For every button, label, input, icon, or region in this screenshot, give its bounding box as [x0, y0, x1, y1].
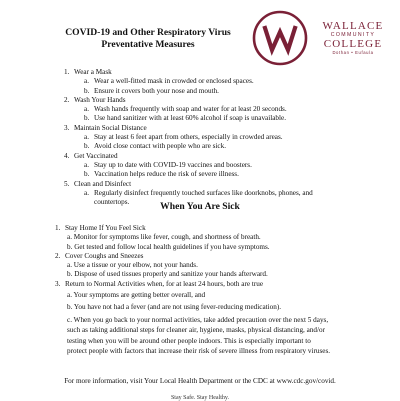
- list-item: 3. Return to Normal Activities when, for at least 24 hours, both are true: [55, 279, 264, 288]
- list-item: 5. Clean and Disinfect: [64, 179, 132, 188]
- list-item: 2. Wash Your Hands: [64, 95, 126, 104]
- list-subitem: b. Use hand sanitizer with at least 60% alcohol if soap is unavailable.: [84, 114, 287, 123]
- list-subitem: b. Dispose of used tissues properly and sanitize your hands afterward.: [67, 270, 268, 279]
- list-item: 2. Cover Coughs and Sneezes: [55, 251, 144, 260]
- list-subitem: a. Regularly disinfect frequently touched surfaces like doorknobs, phones, and countertops.: [84, 188, 313, 207]
- page-title: [46, 27, 250, 51]
- sick-heading: When You Are Sick: [160, 201, 240, 212]
- list-subitem: c. When you go back to your normal activities, take added precaution over the next 5 days, such as taking additional steps for cleaner air, hygiene, masks, physical distancing, and/or testing when you will be around other people indoors. This is especially important to protect people with factors that increase their risk of severe illness from respiratory viruses.: [67, 315, 331, 356]
- list-subitem: a. Wash hands frequently with soap and water for at least 20 seconds.: [84, 105, 287, 114]
- college-logo: [252, 10, 400, 66]
- list-subitem: a. Stay up to date with COVID-19 vaccines and boosters.: [84, 160, 252, 169]
- logo-wordmark: [313, 21, 393, 56]
- list-subitem: a. Stay at least 6 feet apart from others, especially in crowded areas.: [84, 133, 283, 142]
- list-subitem: a. Wear a well-fitted mask in crowded or enclosed spaces.: [84, 77, 254, 86]
- list-subitem: a. Monitor for symptoms like fever, cough, and shortness of breath.: [67, 233, 261, 242]
- list-item: 1. Wear a Mask: [64, 68, 112, 76]
- list-subitem: b. You have not had a fever (and are not using fever-reducing medication).: [67, 303, 282, 312]
- list-item: 3. Maintain Social Distance: [64, 123, 147, 132]
- logo-line-1: WALLACE: [322, 20, 384, 32]
- list-item: 1. Stay Home If You Feel Sick: [55, 224, 146, 232]
- list-item: 4. Get Vaccinated: [64, 151, 118, 160]
- prevention-list: [64, 68, 364, 207]
- college-seal-icon: [252, 10, 308, 66]
- logo-line-3: COLLEGE: [323, 38, 383, 50]
- list-subitem: a. Your symptoms are getting better overall, and: [67, 291, 206, 300]
- list-subitem: b. Ensure it covers both your nose and mouth.: [84, 86, 219, 95]
- list-subitem: a. Use a tissue or your elbow, not your hands.: [67, 261, 198, 270]
- footer-note: For more information, visit Your Local Health Department or the CDC at www.cdc.gov/covid.: [64, 377, 336, 385]
- logo-line-2: COMMUNITY: [330, 32, 376, 38]
- logo-line-4: Dothan • Eufaula: [332, 50, 374, 55]
- list-subitem: b. Vaccination helps reduce the risk of severe illness.: [84, 170, 239, 179]
- list-subitem: b. Avoid close contact with people who are sick.: [84, 142, 226, 151]
- sick-list: [55, 224, 365, 357]
- list-subitem: b. Get tested and follow local health guidelines if you have symptoms.: [67, 242, 270, 251]
- title-line-2: Preventative Measures: [101, 39, 195, 50]
- footer-tagline: Stay Safe. Stay Healthy.: [170, 395, 230, 401]
- title-line-1: COVID-19 and Other Respiratory Virus: [65, 27, 231, 38]
